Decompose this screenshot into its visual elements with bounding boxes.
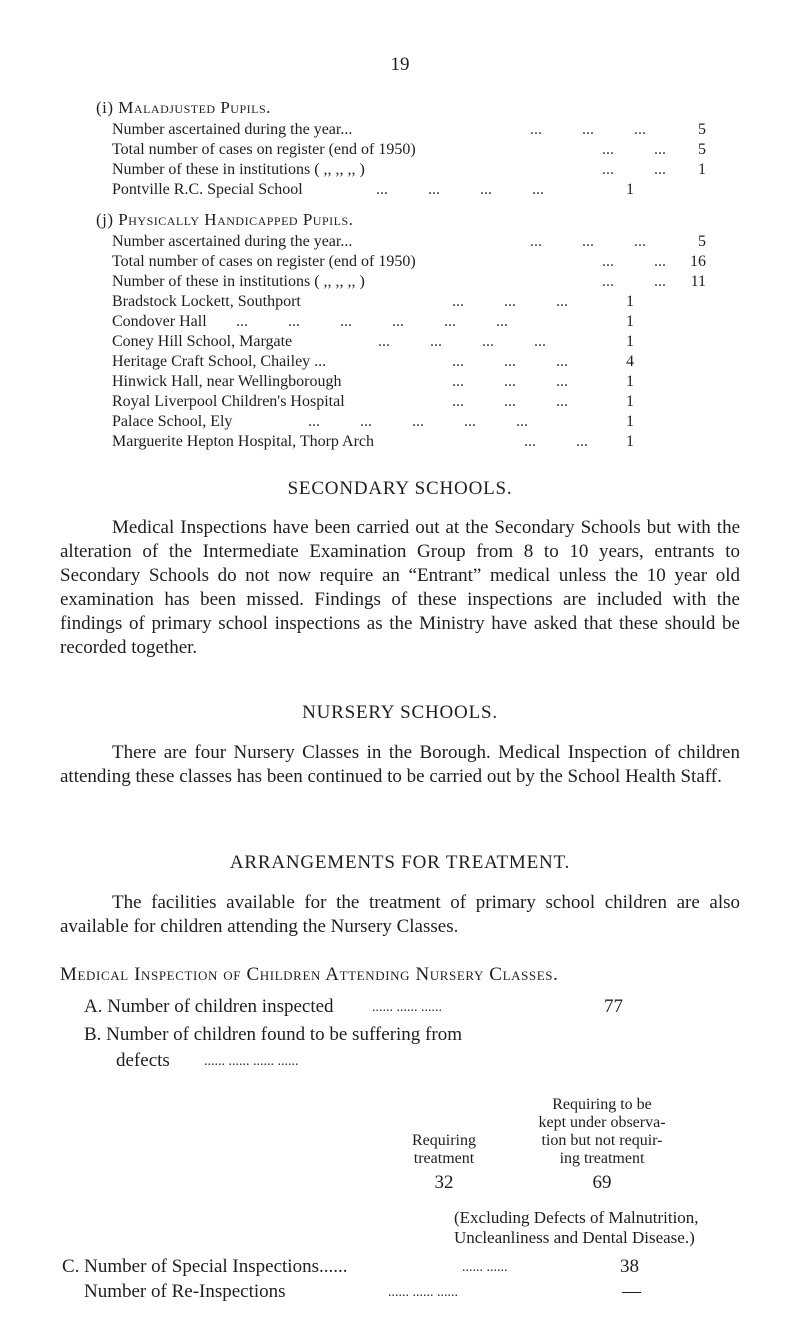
section-heading — [96, 210, 704, 230]
row-label: Total number of cases on register (end of 1950) — [112, 253, 416, 270]
header-line: tion but not requir- — [541, 1132, 663, 1149]
section-letter: (i) — [96, 98, 114, 117]
section-heading — [96, 98, 704, 118]
leader-dots: ... ... ... ... — [376, 181, 544, 198]
leader-dots: ... ... ... — [452, 393, 568, 410]
arrangements-paragraph — [60, 891, 740, 939]
school-name: Condover Hall — [112, 313, 207, 330]
medical-inspection-heading: Medical Inspection of Children Attending Nursery Classes. — [60, 964, 559, 985]
header-line: Requiring to be — [552, 1096, 652, 1113]
leader-dots: ... ... ... — [452, 353, 568, 370]
table-row — [112, 140, 704, 160]
secondary-schools-heading: SECONDARY SCHOOLS. — [287, 478, 513, 499]
item-b-label-cont: defects — [116, 1050, 170, 1071]
school-name: Heritage Craft School, Chailey ... — [112, 353, 327, 370]
table-row — [112, 272, 704, 292]
leader-dots: ...... ...... ...... — [372, 1000, 442, 1015]
header-line: kept under observa- — [538, 1114, 666, 1131]
leader-dots: ... ... ... ... ... — [308, 413, 528, 430]
school-count: 1 — [626, 433, 634, 450]
list-item — [112, 332, 704, 352]
paragraph-text: Medical Inspections have been carried out at the Secondary Schools but with the alteration of the Intermediate Examination Group from 8 to 10 years, entrants to Secondary Schools do not now require an “Entrant” medical unless the 10 year old examination has been missed. Findings of these inspections are included with the findings of primary school inspections as the Ministry have asked that these should be recorded together. — [60, 517, 740, 658]
school-count: 1 — [626, 393, 634, 410]
row-value: 1 — [698, 161, 706, 178]
page-number: 19 — [390, 54, 410, 75]
secondary-schools-paragraph — [60, 516, 740, 660]
nursery-schools-heading: NURSERY SCHOOLS. — [302, 702, 498, 723]
row-value: 1 — [626, 181, 634, 198]
table-row — [112, 160, 704, 180]
school-name: Coney Hill School, Margate — [112, 333, 293, 350]
leader-dots: ... ... ... — [530, 121, 646, 138]
row-label: Number of these in institutions ( ,, ,, ,, ) — [112, 273, 365, 290]
row-label: Number ascertained during the year... — [112, 121, 353, 138]
note-line: Uncleanliness and Dental Disease.) — [454, 1228, 695, 1247]
list-item — [112, 312, 704, 332]
leader-dots: ... ... ... ... — [378, 333, 546, 350]
list-item — [112, 412, 704, 432]
table-row — [112, 252, 704, 272]
row-value: 5 — [698, 233, 706, 250]
leader-dots: ... ... — [602, 273, 666, 290]
nursery-schools-paragraph — [60, 741, 740, 789]
item-c-value: 38 — [620, 1256, 639, 1277]
row-label: Total number of cases on register (end of 1950) — [112, 141, 416, 158]
item-a-label: A. Number of children inspected — [84, 996, 334, 1017]
school-name: Marguerite Hepton Hospital, Thorp Arch — [112, 433, 375, 450]
leader-dots: ...... ...... ...... ...... — [204, 1054, 299, 1069]
header-line: ing treatment — [559, 1150, 645, 1167]
leader-dots: ... ... ... — [452, 293, 568, 310]
school-count: 1 — [626, 373, 634, 390]
school-count: 4 — [626, 353, 634, 370]
list-item — [112, 372, 704, 392]
leader-dots: ... ... ... — [530, 233, 646, 250]
leader-dots: ... ... — [524, 433, 588, 450]
paragraph-text: There are four Nursery Classes in the Borough. Medical Inspection of children attending these classes has been continued to be carried out by the School Health Staff. — [60, 742, 740, 787]
column-header-treatment — [384, 1132, 504, 1168]
item-a-value: 77 — [604, 996, 623, 1017]
section-letter: (j) — [96, 210, 114, 229]
school-name: Bradstock Lockett, Southport — [112, 293, 301, 310]
school-name: Palace School, Ely — [112, 413, 233, 430]
table-row — [112, 180, 704, 200]
item-d-value: — — [622, 1281, 641, 1302]
row-label: Pontville R.C. Special School — [112, 181, 303, 198]
row-value: 5 — [698, 141, 706, 158]
arrangements-heading: ARRANGEMENTS FOR TREATMENT. — [229, 852, 571, 873]
list-item — [112, 392, 704, 412]
leader-dots: ... ... — [602, 141, 666, 158]
leader-dots: ... ... — [602, 253, 666, 270]
school-count: 1 — [626, 293, 634, 310]
note-line: (Excluding Defects of Malnutrition, — [454, 1208, 699, 1227]
row-value: 11 — [690, 273, 706, 290]
exclusion-note — [454, 1208, 754, 1248]
table-row — [112, 120, 704, 140]
leader-dots: ...... ...... ...... — [388, 1285, 458, 1300]
section-title: Maladjusted Pupils. — [118, 98, 271, 117]
list-item — [112, 352, 704, 372]
section-title: Physically Handicapped Pupils. — [118, 210, 354, 229]
treatment-count: 32 — [434, 1172, 454, 1193]
section-maladjusted-pupils — [96, 98, 706, 200]
table-row — [112, 232, 704, 252]
school-count: 1 — [626, 413, 634, 430]
header-line: treatment — [413, 1150, 475, 1167]
row-value: 16 — [690, 253, 706, 270]
leader-dots: ... ... ... ... ... ... — [236, 313, 508, 330]
school-count: 1 — [626, 313, 634, 330]
leader-dots: ... ... ... — [452, 373, 568, 390]
header-line: Requiring — [412, 1132, 476, 1149]
school-name: Royal Liverpool Children's Hospital — [112, 393, 345, 410]
list-item — [112, 432, 704, 452]
paragraph-text: The facilities available for the treatment of primary school children are also available for children attending the Nursery Classes. — [60, 892, 740, 937]
row-label: Number ascertained during the year... — [112, 233, 353, 250]
school-count: 1 — [626, 333, 634, 350]
row-label: Number of these in institutions ( ,, ,, ,, ) — [112, 161, 365, 178]
leader-dots: ... ... — [602, 161, 666, 178]
item-c-label: C. Number of Special Inspections...... — [62, 1256, 348, 1277]
observation-count: 69 — [592, 1172, 612, 1193]
item-b-label: B. Number of children found to be suffering from — [84, 1024, 462, 1045]
leader-dots: ...... ...... — [462, 1260, 508, 1275]
list-item — [112, 292, 704, 312]
item-d-label: Number of Re-Inspections — [84, 1281, 286, 1302]
column-header-observation — [482, 1096, 722, 1168]
section-physically-handicapped-pupils — [96, 210, 706, 452]
school-name: Hinwick Hall, near Wellingborough — [112, 373, 342, 390]
row-value: 5 — [698, 121, 706, 138]
